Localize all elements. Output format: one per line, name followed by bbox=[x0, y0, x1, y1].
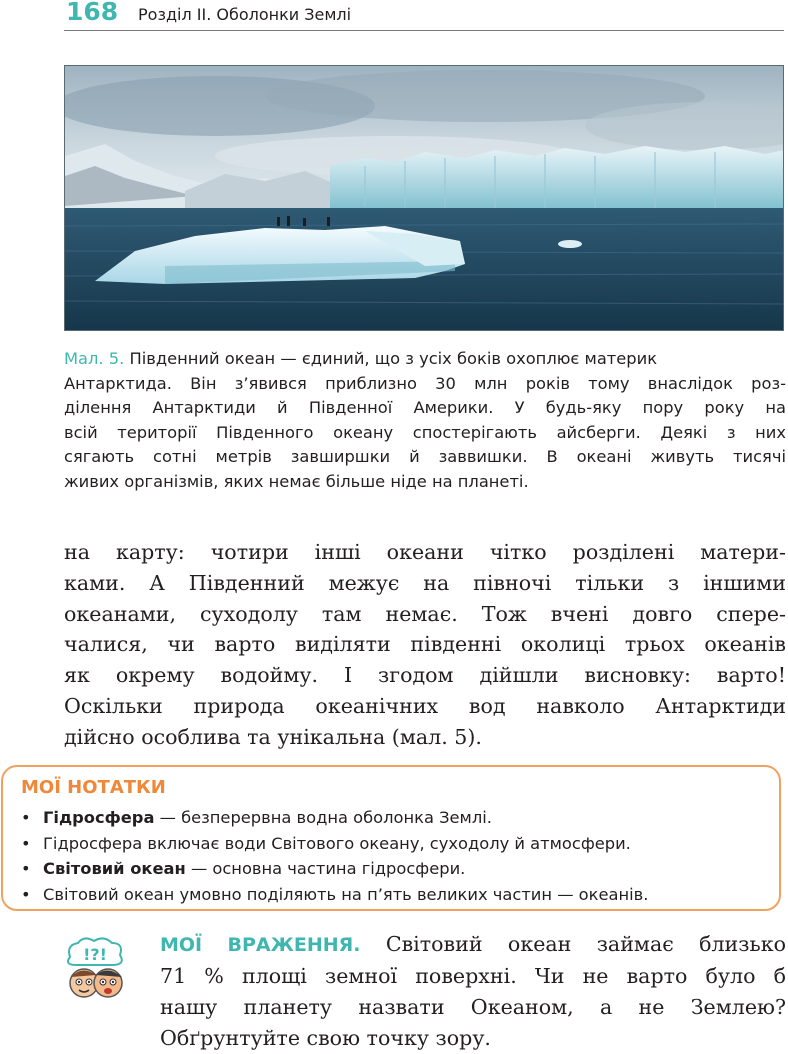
notes-list bbox=[21, 805, 648, 907]
caption-line: всій території Південного океану спостерігають айсберги. Деякі з них bbox=[64, 422, 786, 442]
body-line: на карту: чотири інші океани чітко розділені матери- bbox=[64, 540, 786, 564]
caption-line: Мал. 5. Південний океан — єдиний, що з усіх боків охоплює материк bbox=[64, 349, 658, 368]
antarctic-ocean-photo bbox=[64, 65, 784, 331]
impressions-line: нашу планету назвати Океаном, а не Землею? bbox=[160, 995, 786, 1019]
my-impressions bbox=[160, 929, 786, 1054]
section-title: Розділ ІІ. Оболонки Землі bbox=[138, 5, 352, 24]
list-item: • Світовий океан — основна частина гідросфери. bbox=[21, 859, 466, 878]
body-line: океанами, суходолу там немає. Тож вчені довго спере- bbox=[64, 601, 786, 626]
figure-caption bbox=[64, 347, 786, 494]
body-paragraph bbox=[64, 537, 786, 753]
caption-label: Мал. 5. bbox=[64, 349, 125, 368]
body-line: ками. А Південний межує на півночі тільки з іншими bbox=[64, 570, 786, 595]
impressions-label: МОЇ ВРАЖЕННЯ. bbox=[160, 934, 361, 956]
body-line: дійсно особлива та унікальна (мал. 5). bbox=[64, 724, 482, 749]
impressions-line: 71 % площі земної поверхні. Чи не варто було б bbox=[160, 964, 786, 988]
impressions-line: Обґрунтуйте свою точку зору. bbox=[160, 1026, 491, 1050]
body-line: чалися, чи варто виділяти південні околиці трьох океанів bbox=[64, 632, 786, 657]
impressions-line: МОЇ ВРАЖЕННЯ. Світовий океан займає близько bbox=[160, 932, 786, 956]
caption-line: сягають сотні метрів завширшки й заввишки. В океані живуть тисячі bbox=[64, 447, 786, 466]
caption-line: живих організмів, яких немає більше ніде на планеті. bbox=[64, 471, 529, 491]
body-line: як окрему водойму. І згодом дійшли висновку: варто! bbox=[64, 663, 786, 688]
notes-title: МОЇ НОТАТКИ bbox=[21, 777, 166, 798]
page-number: 168 bbox=[66, 0, 119, 26]
caption-line: Антарктида. Він з’явився приблизно 30 млн років тому внаслідок роз- bbox=[64, 373, 786, 393]
caption-line: ділення Антарктиди й Південної Америки. У будь-яку пору року на bbox=[64, 398, 786, 417]
list-item: • Гідросфера включає води Світового океану, суходолу й атмосфери. bbox=[21, 833, 631, 853]
impressions-faces-icon bbox=[62, 935, 132, 1005]
icon-text: !?! bbox=[83, 945, 107, 964]
body-line: Оскільки природа океанічних вод навколо Антарктиди bbox=[64, 693, 786, 718]
list-item: • Світовий океан умовно поділяють на п’ять великих частин — океанів. bbox=[21, 884, 649, 904]
list-item: • Гідросфера — безперервна водна оболонка Землі. bbox=[21, 808, 492, 827]
page-header bbox=[64, 0, 784, 31]
my-notes-box bbox=[1, 765, 781, 911]
